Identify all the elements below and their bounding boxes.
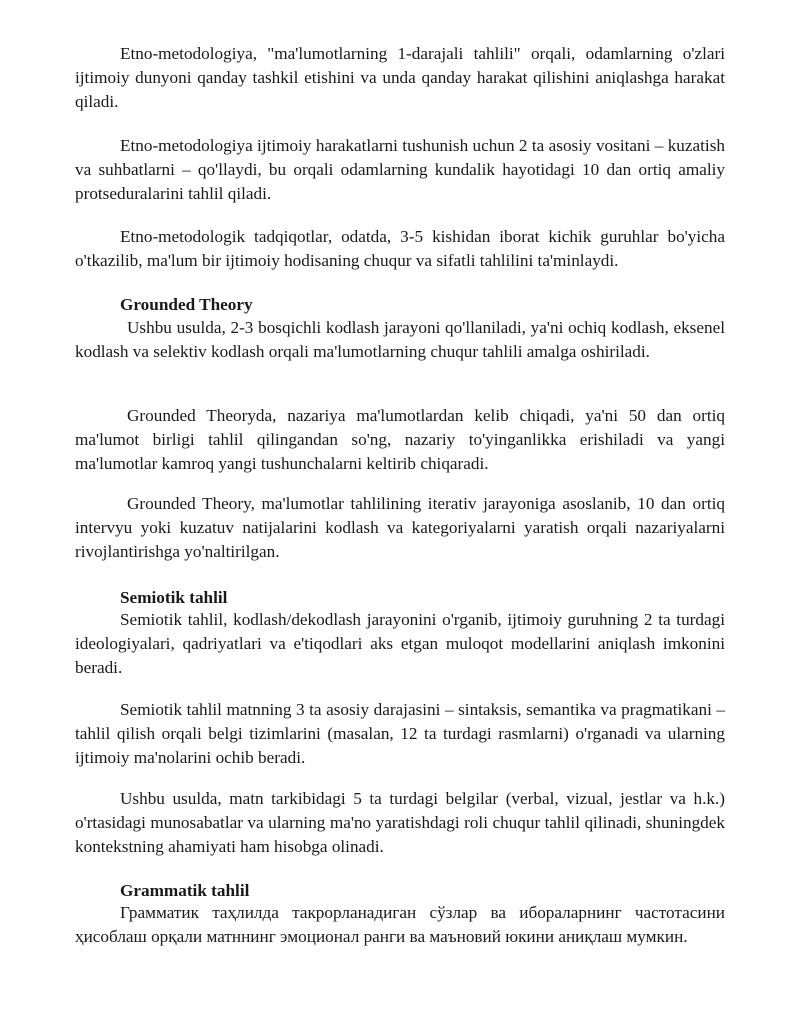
paragraph-grammatik-1: Грамматик таҳлилда такрорланадиган сўзлар ва ибораларнинг частотасини ҳисоблаш орқали матннинг эмоционал ранги ва маъновий юкини аниқлаш мумкин. (75, 903, 725, 947)
paragraph-grounded-2: Grounded Theoryda, nazariya ma'lumotlardan kelib chiqadi, ya'ni 50 dan ortiq ma'lumot birligi tahlil qilingandan so'ng, nazariy to'yinganlikka erishiladi va yangi ma'lumotlar kamroq yangi tushunchalarni keltirib chiqaradi. (75, 406, 725, 474)
paragraph-ethno-2: Etno-metodologiya ijtimoiy harakatlarni tushunish uchun 2 ta asosiy vositani – kuzatish va suhbatlarni – qo'llaydi, bu orqali odamlarning kundalik hayotidagi 10 dan ortiq amaliy protseduralarini tahlil qiladi. (75, 136, 725, 204)
paragraph-grounded-3: Grounded Theory, ma'lumotlar tahlilining iterativ jarayoniga asoslanib, 10 dan ortiq intervyu yoki kuzatuv natijalarini kodlash va kategoriyalarni yaratish orqali nazariyalarni rivojlantirishga yo'naltirilgan. (75, 494, 725, 562)
paragraph-semiotik-3: Ushbu usulda, matn tarkibidagi 5 ta turdagi belgilar (verbal, vizual, jestlar va h.k.) o'rtasidagi munosabatlar va ularning ma'no yaratishdagi roli chuqur tahlil qilinadi, shuningdek kontekstning ahamiyati ham hisobga olinadi. (75, 789, 725, 857)
heading-semiotik-tahlil: Semiotik tahlil (120, 588, 228, 607)
paragraph-ethno-1: Etno-metodologiya, "ma'lumotlarning 1-darajali tahlili" orqali, odamlarning o'zlari ijtimoiy dunyoni qanday tashkil etishini va unda qanday harakat qilishini aniqlashga harakat qiladi. (75, 44, 725, 112)
paragraph-grounded-1: Ushbu usulda, 2-3 bosqichli kodlash jarayoni qo'llaniladi, ya'ni ochiq kodlash, eksenel kodlash va selektiv kodlash orqali ma'lumotlarning chuqur tahlili amalga oshiriladi. (75, 318, 725, 362)
paragraph-semiotik-2: Semiotik tahlil matnning 3 ta asosiy darajasini – sintaksis, semantika va pragmatikani – tahlil qilish orqali belgi tizimlarini (masalan, 12 ta turdagi rasmlarni) o'rganadi va ularning ijtimoiy ma'nolarini ochib beradi. (75, 700, 725, 768)
heading-grammatik-tahlil: Grammatik tahlil (120, 881, 250, 900)
heading-grounded-theory: Grounded Theory (120, 295, 253, 314)
paragraph-semiotik-1: Semiotik tahlil, kodlash/dekodlash jarayonini o'rganib, ijtimoiy guruhning 2 ta turdagi ideologiyalari, qadriyatlari va e'tiqodlari aks etgan muloqot modellarini aniqlash imkonini beradi. (75, 610, 725, 678)
paragraph-ethno-3: Etno-metodologik tadqiqotlar, odatda, 3-5 kishidan iborat kichik guruhlar bo'yicha o'tkazilib, ma'lum bir ijtimoiy hodisaning chuqur va sifatli tahlilini ta'minlaydi. (75, 227, 725, 271)
